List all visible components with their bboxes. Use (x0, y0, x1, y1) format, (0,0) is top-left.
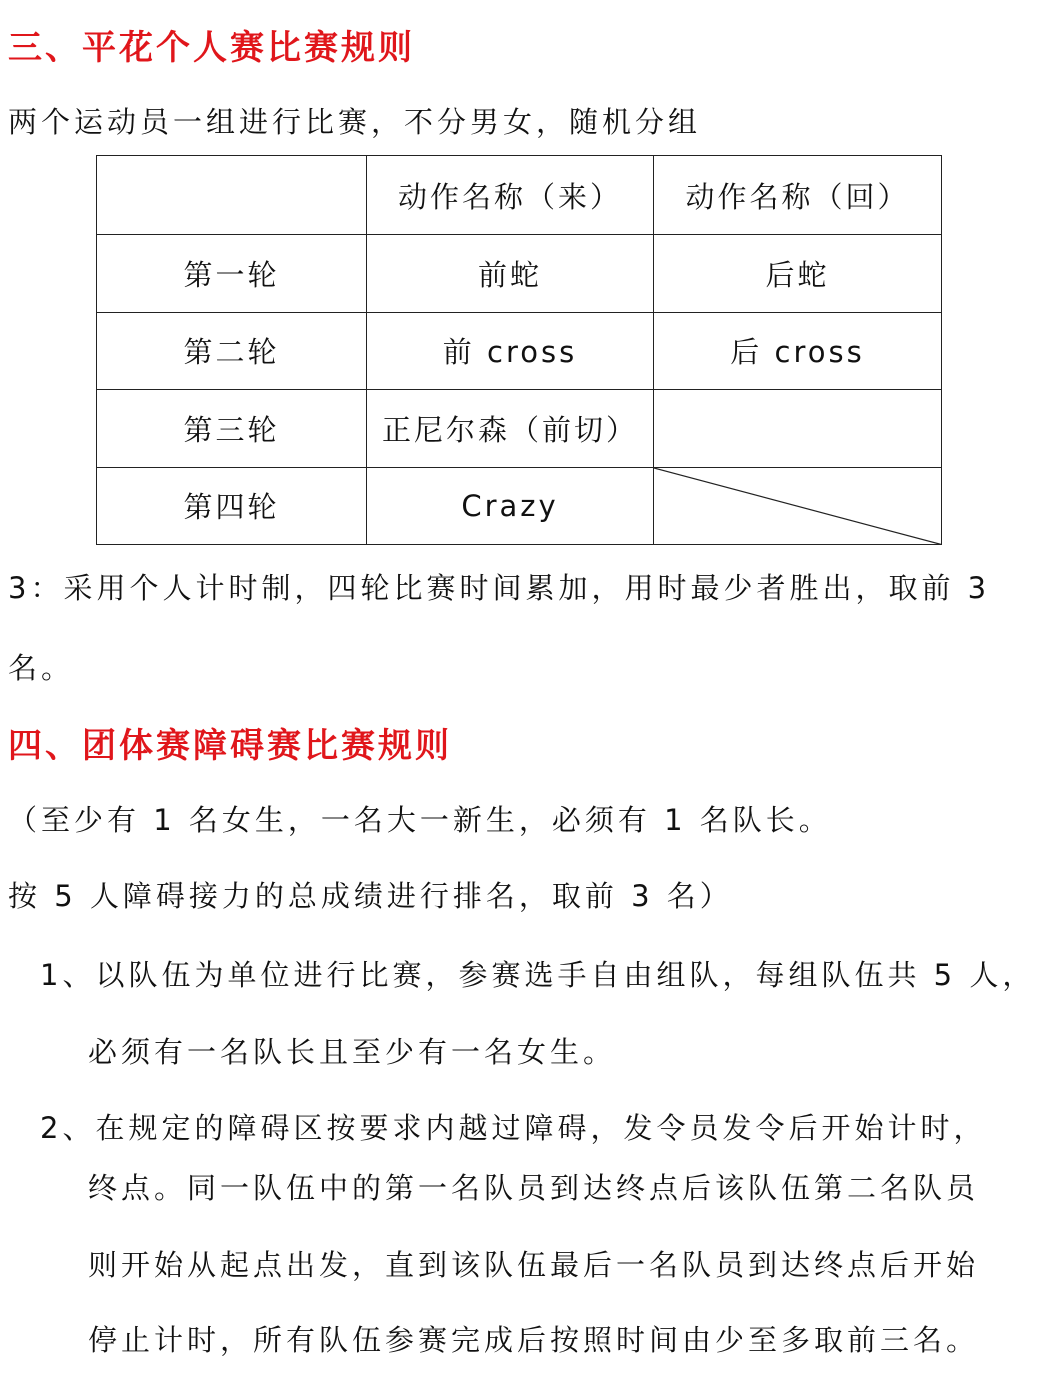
item2-line2: 终点。同一队伍中的第一名队员到达终点后该队伍第二名队员 (88, 1171, 980, 1205)
section4-note-line2: 按 5 人障碍接力的总成绩进行排名，取前 3 名） (8, 879, 733, 913)
table-cell-forward: Crazy (367, 467, 654, 544)
table-cell-round: 第三轮 (97, 390, 367, 467)
table-header-cell-empty (97, 156, 367, 235)
section4-note-line1: （至少有 1 名女生，一名大一新生，必须有 1 名队长。 (8, 803, 832, 837)
table-cell-round: 第四轮 (97, 467, 367, 544)
table-cell-back: 后蛇 (654, 235, 942, 312)
item2-line3: 则开始从起点出发，直到该队伍最后一名队员到达终点后开始 (88, 1248, 980, 1282)
table-row (97, 312, 942, 389)
rule3-line2: 名。 (8, 651, 75, 685)
item2-line1: 2、在规定的障碍区按要求内越过障碍，发令员发令后开始计时， (40, 1111, 987, 1145)
table-cell-forward: 前 cross (367, 312, 654, 389)
item2-line4: 停止计时，所有队伍参赛完成后按照时间由少至多取前三名。 (88, 1323, 980, 1357)
table-cell-forward: 正尼尔森（前切） (367, 390, 654, 467)
section4-heading: 四、团体赛障碍赛比赛规则 (8, 726, 452, 766)
round-actions-table (96, 155, 942, 545)
table-cell-round: 第一轮 (97, 235, 367, 312)
rule3-line1: 3：采用个人计时制，四轮比赛时间累加，用时最少者胜出，取前 3 (8, 571, 991, 605)
item1-line2: 必须有一名队长且至少有一名女生。 (88, 1035, 617, 1069)
section3-intro: 两个运动员一组进行比赛，不分男女，随机分组 (8, 105, 702, 139)
table-header-cell-forward: 动作名称（来） (367, 156, 654, 235)
diagonal-line (654, 468, 941, 544)
section3-heading: 三、平花个人赛比赛规则 (8, 28, 415, 68)
table-cell-back: 后 cross (654, 312, 942, 389)
table-header-cell-back: 动作名称（回） (654, 156, 942, 235)
table-cell-round: 第二轮 (97, 312, 367, 389)
item1-line1: 1、以队伍为单位进行比赛，参赛选手自由组队，每组队伍共 5 人， (40, 958, 1036, 992)
table-row (97, 390, 942, 467)
table-row (97, 467, 942, 544)
table-row (97, 235, 942, 312)
table-cell-diagonal (654, 467, 942, 544)
table-header-row (97, 156, 942, 235)
table-cell-back (654, 390, 942, 467)
table-cell-forward: 前蛇 (367, 235, 654, 312)
